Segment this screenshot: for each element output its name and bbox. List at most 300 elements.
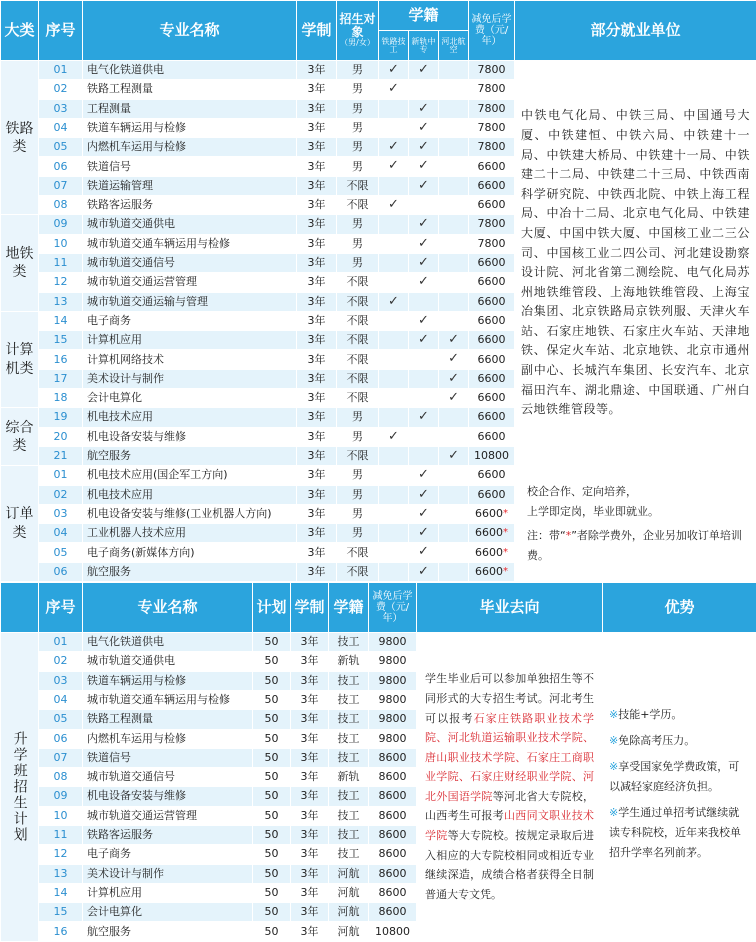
seq-cell-text: 12	[54, 275, 68, 288]
fee-cell	[469, 446, 515, 465]
fee-cell	[469, 99, 515, 118]
fee-cell: 8600	[369, 787, 417, 806]
xueji-air-cell	[439, 408, 469, 427]
target-cell-text: 男	[352, 507, 363, 520]
xueji-metro-cell-text: ✓	[418, 467, 429, 482]
target-cell	[337, 350, 379, 369]
years-cell: 3年	[291, 903, 329, 922]
seq-cell-text: 10	[54, 237, 68, 250]
order-fee-star: *	[503, 566, 508, 577]
major-name-cell	[83, 234, 297, 253]
seq-cell: 09	[39, 787, 83, 806]
seq-cell-text: 18	[54, 391, 68, 404]
header-xueji-air: 河北航空	[439, 31, 469, 61]
years-cell	[297, 80, 337, 99]
destination-text: 学生毕业后可以参加单独招生等不同形式的大专招生考试。河北考生可以报考	[425, 672, 594, 724]
fee-cell-text: 6600	[478, 333, 506, 346]
order-note-text: ”者除学费外，企业另加收订单培训费。	[527, 529, 742, 562]
seq-cell	[39, 543, 83, 562]
xueji-air-cell	[439, 389, 469, 408]
years-cell	[297, 446, 337, 465]
xueji-air-cell	[439, 504, 469, 523]
fee-cell-text: 6600	[478, 410, 506, 423]
xueji-rail-cell	[379, 80, 409, 99]
category-label: 综合类	[1, 408, 39, 466]
years-cell-text: 3年	[308, 353, 326, 366]
seq-cell-text: 20	[54, 430, 68, 443]
seq-cell-text: 07	[54, 179, 68, 192]
plan-cell: 50	[253, 729, 291, 748]
fee-cell: 9800	[369, 710, 417, 729]
seq-cell	[39, 331, 83, 350]
xueji-rail-cell-text: ✓	[388, 158, 399, 173]
target-cell	[337, 446, 379, 465]
xueji-cell: 技工	[329, 806, 369, 825]
seq-cell	[39, 292, 83, 311]
fee-cell-text: 6600	[478, 275, 506, 288]
major-name-cell-text: 铁道车辆运用与检修	[87, 121, 186, 134]
fee-cell-text: 6600	[475, 526, 503, 539]
plan-cell: 50	[253, 652, 291, 671]
seq-cell: 13	[39, 864, 83, 883]
major-name-cell	[83, 350, 297, 369]
years-cell-text: 3年	[308, 160, 326, 173]
years-cell-text: 3年	[308, 275, 326, 288]
target-cell	[337, 215, 379, 234]
years-cell-text: 3年	[308, 565, 326, 578]
seq-cell: 06	[39, 729, 83, 748]
xueji-air-cell	[439, 331, 469, 350]
major-name-cell	[83, 524, 297, 543]
years-cell-text: 3年	[308, 449, 326, 462]
xueji-metro-cell-text: ✓	[418, 139, 429, 154]
order-note-text: 注：带“	[527, 529, 566, 542]
major-name-cell: 铁道信号	[83, 748, 253, 767]
major-name-cell: 城市轨道交通运营管理	[83, 806, 253, 825]
major-name-cell-text: 城市轨道交通供电	[87, 217, 175, 230]
target-cell-text: 男	[352, 526, 363, 539]
years-cell: 3年	[291, 787, 329, 806]
years-cell-text: 3年	[308, 179, 326, 192]
fee-cell	[469, 80, 515, 99]
years-cell	[297, 253, 337, 272]
seq-cell	[39, 562, 83, 581]
header-bottom-blank	[1, 583, 39, 633]
target-cell	[337, 369, 379, 388]
fee-cell	[469, 138, 515, 157]
xueji-cell: 新轨	[329, 768, 369, 787]
xueji-air-cell	[439, 466, 469, 485]
xueji-rail-cell	[379, 311, 409, 330]
header-target-label: 招生对象	[337, 13, 378, 39]
seq-cell	[39, 524, 83, 543]
target-cell-text: 不限	[347, 449, 369, 462]
seq-cell: 10	[39, 806, 83, 825]
xueji-rail-cell	[379, 350, 409, 369]
fee-cell	[469, 157, 515, 176]
seq-cell	[39, 427, 83, 446]
seq-cell-text: 21	[54, 449, 68, 462]
fee-cell: 8600	[369, 864, 417, 883]
xueji-rail-cell	[379, 408, 409, 427]
target-cell	[337, 253, 379, 272]
years-cell: 3年	[291, 729, 329, 748]
fee-cell-text: 7800	[478, 82, 506, 95]
xueji-metro-cell-text: ✓	[418, 564, 429, 579]
xueji-rail-cell-text: ✓	[388, 139, 399, 154]
order-fee-star: *	[503, 508, 508, 519]
xueji-rail-cell	[379, 331, 409, 350]
years-cell-text: 3年	[308, 140, 326, 153]
plan-cell: 50	[253, 710, 291, 729]
xueji-rail-cell-text: ✓	[388, 81, 399, 96]
xueji-air-cell	[439, 234, 469, 253]
fee-cell	[469, 369, 515, 388]
plan-cell: 50	[253, 633, 291, 652]
major-name-cell	[83, 427, 297, 446]
header-xueji-rail: 铁路技工	[379, 31, 409, 61]
target-cell	[337, 234, 379, 253]
fee-cell	[469, 524, 515, 543]
major-name-cell	[83, 99, 297, 118]
fee-cell	[469, 176, 515, 195]
major-name-cell-text: 电子商务	[87, 314, 131, 327]
xueji-air-cell-text: ✓	[448, 351, 459, 366]
xueji-air-cell	[439, 80, 469, 99]
fee-cell: 8600	[369, 806, 417, 825]
table-row	[1, 633, 756, 652]
advantage-text: 学生通过单招考试继续就读专科院校，近年来我校单招升学率名列前茅。	[609, 806, 741, 859]
major-name-cell	[83, 466, 297, 485]
seq-cell	[39, 99, 83, 118]
major-name-cell: 会计电算化	[83, 903, 253, 922]
years-cell	[297, 311, 337, 330]
years-cell	[297, 234, 337, 253]
major-name-cell	[83, 311, 297, 330]
destination-text: 等大专院校。按规定录取后进入相应的大专院校相同或相近专业继续深造，成绩合格者获得全日制普通大专文凭。	[425, 829, 594, 901]
target-cell-text: 男	[352, 102, 363, 115]
fee-cell: 8600	[369, 825, 417, 844]
header-target	[337, 1, 379, 61]
years-cell	[297, 562, 337, 581]
target-cell-text: 不限	[347, 314, 369, 327]
xueji-rail-cell	[379, 427, 409, 446]
header-jobs: 部分就业单位	[515, 1, 756, 61]
major-name-cell	[83, 253, 297, 272]
seq-cell-text: 14	[54, 314, 68, 327]
fee-cell	[469, 61, 515, 80]
years-cell	[297, 99, 337, 118]
order-class-note	[515, 466, 756, 582]
order-note-line: 校企合作、定向培养，	[527, 482, 748, 502]
xueji-metro-cell	[409, 138, 439, 157]
fee-cell-text: 6600	[478, 353, 506, 366]
major-name-cell	[83, 273, 297, 292]
seq-cell-text: 05	[54, 140, 68, 153]
major-name-cell-text: 铁道运输管理	[87, 179, 153, 192]
years-cell-text: 3年	[308, 63, 326, 76]
major-name-cell: 铁路客运服务	[83, 825, 253, 844]
target-cell-text: 男	[352, 488, 363, 501]
plan-cell: 50	[253, 690, 291, 709]
category-label: 订单类	[1, 466, 39, 582]
seq-cell-text: 02	[54, 488, 68, 501]
years-cell	[297, 138, 337, 157]
target-cell	[337, 196, 379, 215]
years-cell	[297, 408, 337, 427]
fee-cell-text: 6600	[478, 295, 506, 308]
fee-cell-text: 6600	[475, 565, 503, 578]
fee-cell	[469, 331, 515, 350]
target-cell	[337, 543, 379, 562]
major-name-cell	[83, 389, 297, 408]
target-cell	[337, 176, 379, 195]
plan-cell: 50	[253, 864, 291, 883]
major-name-cell-text: 会计电算化	[87, 391, 142, 404]
header-bottom-xueji: 学籍	[329, 583, 369, 633]
major-name-cell-text: 工程测量	[87, 102, 131, 115]
target-cell-text: 不限	[347, 372, 369, 385]
target-cell-text: 男	[352, 468, 363, 481]
xueji-metro-cell	[409, 427, 439, 446]
major-name-cell-text: 城市轨道交通信号	[87, 256, 175, 269]
xueji-metro-cell	[409, 99, 439, 118]
years-cell	[297, 524, 337, 543]
order-note-line: 上学即定岗，毕业即就业。	[527, 502, 748, 522]
seq-cell-text: 03	[54, 507, 68, 520]
fee-cell-text: 6600	[478, 198, 506, 211]
seq-cell	[39, 369, 83, 388]
xueji-rail-cell	[379, 543, 409, 562]
major-name-cell-text: 内燃机车运用与检修	[87, 140, 186, 153]
years-cell	[297, 485, 337, 504]
years-cell	[297, 543, 337, 562]
fee-cell: 8600	[369, 748, 417, 767]
xueji-metro-cell	[409, 524, 439, 543]
xueji-metro-cell	[409, 61, 439, 80]
seq-cell: 15	[39, 903, 83, 922]
xueji-metro-cell	[409, 292, 439, 311]
xueji-metro-cell-text: ✓	[418, 487, 429, 502]
years-cell: 3年	[291, 825, 329, 844]
major-name-cell-text: 铁路工程测量	[87, 82, 153, 95]
years-cell: 3年	[291, 806, 329, 825]
seq-cell	[39, 273, 83, 292]
years-cell	[297, 389, 337, 408]
xueji-metro-cell	[409, 504, 439, 523]
xueji-cell: 河航	[329, 864, 369, 883]
major-name-cell-text: 机电技术应用(国企军工方向)	[87, 468, 228, 481]
header-bottom-years: 学制	[291, 583, 329, 633]
fee-cell	[469, 292, 515, 311]
seq-cell	[39, 157, 83, 176]
major-name-cell: 计算机应用	[83, 883, 253, 902]
advantage-text: 技能+学历。	[618, 708, 682, 721]
target-cell	[337, 292, 379, 311]
major-name-cell-text: 机电设备安装与维修(工业机器人方向)	[87, 507, 272, 520]
fee-cell	[469, 215, 515, 234]
college-names: 山西同文职业技术学院	[425, 809, 594, 842]
seq-cell	[39, 389, 83, 408]
advantage-item	[609, 705, 750, 725]
major-name-cell	[83, 543, 297, 562]
years-cell: 3年	[291, 845, 329, 864]
xueji-metro-cell-text: ✓	[418, 158, 429, 173]
major-name-cell-text: 铁路客运服务	[87, 198, 153, 211]
category-label: 计算机类	[1, 311, 39, 407]
xueji-rail-cell	[379, 562, 409, 581]
header-target-sub: （男/女）	[337, 39, 378, 48]
xueji-rail-cell	[379, 157, 409, 176]
xueji-metro-cell-text: ✓	[418, 236, 429, 251]
years-cell	[297, 273, 337, 292]
seq-cell: 08	[39, 768, 83, 787]
major-name-cell-text: 铁道信号	[87, 160, 131, 173]
seq-cell: 05	[39, 710, 83, 729]
seq-cell	[39, 408, 83, 427]
target-cell-text: 不限	[347, 353, 369, 366]
major-name-cell: 机电设备安装与维修	[83, 787, 253, 806]
reference-mark-icon: ※	[609, 760, 618, 773]
years-cell	[297, 427, 337, 446]
seq-cell-text: 01	[54, 468, 68, 481]
xueji-rail-cell	[379, 273, 409, 292]
fee-cell-text: 7800	[478, 237, 506, 250]
advantage-item	[609, 803, 750, 863]
xueji-rail-cell	[379, 196, 409, 215]
xueji-rail-cell-text: ✓	[388, 429, 399, 444]
years-cell-text: 3年	[308, 468, 326, 481]
fee-cell: 9800	[369, 729, 417, 748]
years-cell	[297, 466, 337, 485]
fee-cell-text: 6600	[478, 468, 506, 481]
xueji-air-cell	[439, 524, 469, 543]
major-name-cell-text: 美术设计与制作	[87, 372, 164, 385]
target-cell	[337, 99, 379, 118]
years-cell	[297, 331, 337, 350]
seq-cell	[39, 446, 83, 465]
major-name-cell: 铁道车辆运用与检修	[83, 671, 253, 690]
major-name-cell-text: 城市轨道交通运输与管理	[87, 295, 208, 308]
years-cell	[297, 350, 337, 369]
seq-cell-text: 04	[54, 526, 68, 539]
seq-cell	[39, 311, 83, 330]
xueji-metro-cell	[409, 196, 439, 215]
xueji-metro-cell-text: ✓	[418, 178, 429, 193]
years-cell-text: 3年	[308, 410, 326, 423]
xueji-cell: 技工	[329, 690, 369, 709]
plan-cell: 50	[253, 845, 291, 864]
years-cell	[297, 504, 337, 523]
major-name-cell	[83, 408, 297, 427]
fee-cell-text: 6600	[478, 256, 506, 269]
fee-cell: 9800	[369, 633, 417, 652]
seq-cell-text: 19	[54, 410, 68, 423]
years-cell-text: 3年	[308, 82, 326, 95]
header-bottom-name: 专业名称	[83, 583, 253, 633]
xueji-cell: 技工	[329, 671, 369, 690]
order-note-star: *	[566, 529, 572, 542]
years-cell: 3年	[291, 922, 329, 941]
xueji-air-cell	[439, 292, 469, 311]
years-cell-text: 3年	[308, 507, 326, 520]
major-name-cell-text: 城市轨道交通运营管理	[87, 275, 197, 288]
fee-cell: 8600	[369, 845, 417, 864]
xueji-cell: 技工	[329, 729, 369, 748]
target-cell	[337, 389, 379, 408]
xueji-rail-cell-text: ✓	[388, 62, 399, 77]
major-name-cell-text: 计算机网络技术	[87, 353, 164, 366]
years-cell	[297, 176, 337, 195]
years-cell	[297, 61, 337, 80]
xueji-air-cell	[439, 485, 469, 504]
seq-cell-text: 13	[54, 295, 68, 308]
college-names: 石家庄铁路职业技术学院、河北轨道运输职业技术学院、唐山职业技术学院、石家庄工商职业学院、石家庄财经职业学院、河北外国语学院	[425, 712, 594, 803]
xueji-rail-cell	[379, 466, 409, 485]
plan-cell: 50	[253, 806, 291, 825]
fee-cell-text: 6600	[478, 488, 506, 501]
xueji-air-cell	[439, 253, 469, 272]
xueji-air-cell	[439, 99, 469, 118]
xueji-metro-cell	[409, 446, 439, 465]
xueji-rail-cell	[379, 253, 409, 272]
fee-cell-text: 7800	[478, 217, 506, 230]
years-cell: 3年	[291, 864, 329, 883]
advantages	[603, 633, 756, 942]
fee-cell	[469, 408, 515, 427]
xueji-air-cell-text: ✓	[448, 332, 459, 347]
xueji-metro-cell	[409, 485, 439, 504]
fee-cell	[469, 234, 515, 253]
category-label: 铁路类	[1, 61, 39, 215]
xueji-rail-cell	[379, 215, 409, 234]
xueji-metro-cell	[409, 543, 439, 562]
plan-cell: 50	[253, 825, 291, 844]
major-name-cell: 航空服务	[83, 922, 253, 941]
target-cell	[337, 273, 379, 292]
xueji-air-cell	[439, 215, 469, 234]
years-cell-text: 3年	[308, 237, 326, 250]
xueji-rail-cell	[379, 504, 409, 523]
fee-cell-text: 7800	[478, 102, 506, 115]
fee-cell-text: 6600	[478, 430, 506, 443]
years-cell: 3年	[291, 710, 329, 729]
header-xueji: 学籍	[379, 1, 469, 31]
target-cell-text: 男	[352, 121, 363, 134]
xueji-air-cell	[439, 61, 469, 80]
seq-cell: 02	[39, 652, 83, 671]
seq-cell	[39, 138, 83, 157]
header-seq: 序号	[39, 1, 83, 61]
table-row	[1, 61, 756, 80]
xueji-metro-cell	[409, 369, 439, 388]
header-bottom-plan: 计划	[253, 583, 291, 633]
xueji-rail-cell	[379, 118, 409, 137]
major-name-cell: 电气化铁道供电	[83, 633, 253, 652]
target-cell	[337, 524, 379, 543]
xueji-metro-cell	[409, 311, 439, 330]
xueji-metro-cell	[409, 389, 439, 408]
xueji-metro-cell-text: ✓	[418, 525, 429, 540]
xueji-metro-cell	[409, 466, 439, 485]
seq-cell: 04	[39, 690, 83, 709]
order-fee-star: *	[503, 547, 508, 558]
xueji-metro-cell	[409, 215, 439, 234]
xueji-air-cell	[439, 427, 469, 446]
major-name-cell: 城市轨道交通供电	[83, 652, 253, 671]
major-name-cell: 城市轨道交通车辆运用与检修	[83, 690, 253, 709]
seq-cell: 01	[39, 633, 83, 652]
